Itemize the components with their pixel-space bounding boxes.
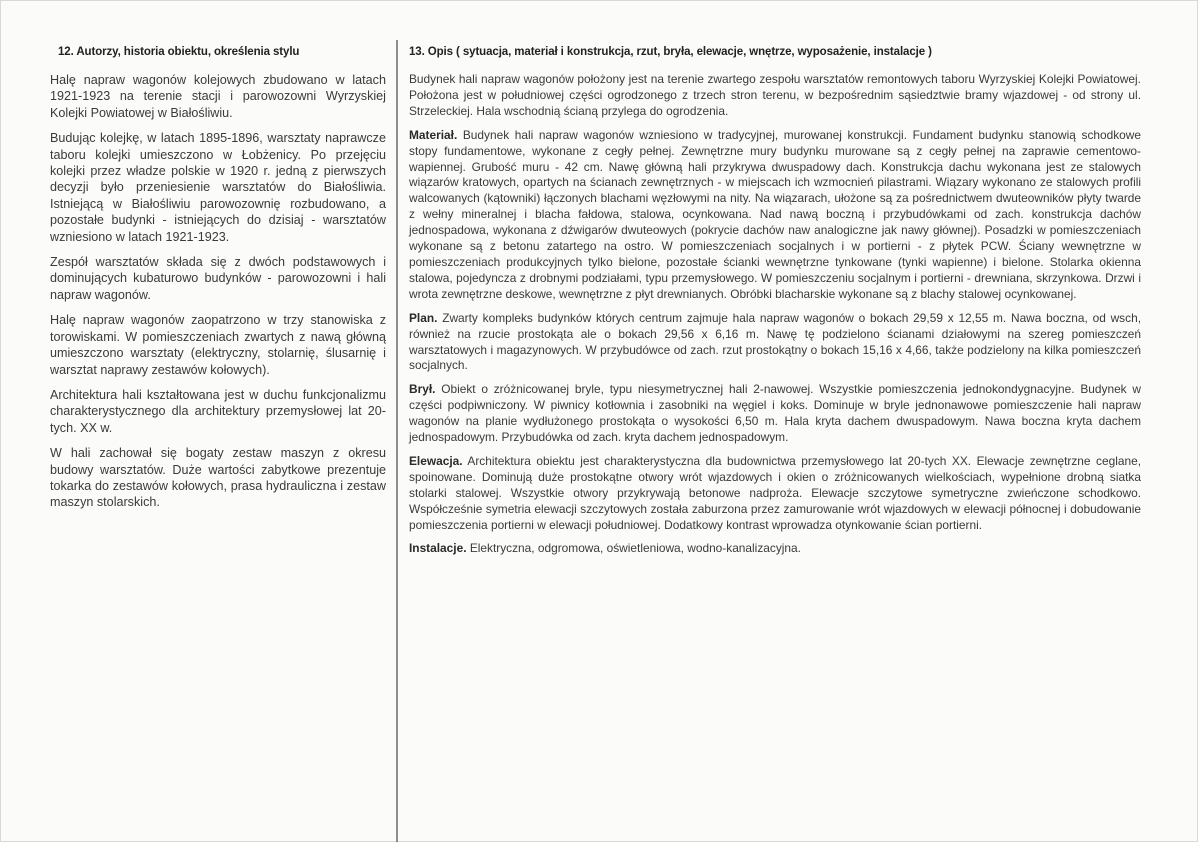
material-lead: Materiał. xyxy=(409,127,458,142)
installations-paragraph xyxy=(409,541,1141,557)
section-13-title: 13. Opis ( sytuacja, materiał i konstrukcja, rzut, bryła, elewacje, wnętrze, wyposażenie, instalacje ) xyxy=(409,46,932,58)
history-paragraph: Budując kolejkę, w latach 1895-1896, warsztaty naprawcze taboru kolejki umieszczono w Łobżenicy. Po przejęciu kolejki przez władze polskie w 1920 r. jedną z pierwszych decyzji było przeniesienie warsztatów do Białośliwia. Istniejącą w Białośliwiu parowozownię rozbudowano, a pozostałe budynki - istniejących do dzisiaj - warsztatów wzniesiono w latach 1921-1923. xyxy=(50,131,386,244)
history-paragraph: Halę napraw wagonów zaopatrzono w trzy stanowiska z torowiskami. W pomieszczeniach zwartych z nawą główną umieszczono warsztaty (elektryczny, stolarnię, ślusarnię i warsztat naprawy zestawów kołowych). xyxy=(50,313,386,377)
elevation-text: Architektura obiektu jest charakterystyczna dla budownictwa przemysłowego lat 20-tych XX. Elewacje zewnętrzne ceglane, spoinowane. Dominują duże prostokątne otwory wrót wjazdowych i okien o zróżnicowanych wielkościach, wypełnione drobną siatka stolarki stalowej. Wszystkie otwory przykrywają betonowe nadproża. Elewacje szczytowe symetryczne zwieńczone schodkowo. Współcześnie symetria elewacji szczytowych została zaburzona przez zamurowanie wrót wjazdowych w elewacji północnej i dobudowanie pomieszczenia portierni w elewacji południowej. Dodatkowy kontrast wprowadza otynkowanie ścian portierni. xyxy=(409,453,1141,532)
plan-lead: Plan. xyxy=(409,310,438,325)
situation-paragraph: Budynek hali napraw wagonów położony jest na terenie zwartego zespołu warsztatów remontowych taboru Wyrzyskiej Kolejki Powiatowej. Położona jest w południowej części ogrodzonego z trzech stron terenu, w bezpośrednim sąsiedztwie bramy wjazdowej - od strony ul. Strzeleckiej. Hala wschodnią ścianą przylega do ogrodzenia. xyxy=(409,72,1141,118)
history-paragraph: Architektura hali kształtowana jest w duchu funkcjonalizmu charakterystycznego dla architektury przemysłowej lat 20-tych. XX w. xyxy=(50,387,386,435)
massing-lead: Brył. xyxy=(409,382,436,397)
material-text: Budynek hali napraw wagonów wzniesiono w tradycyjnej, murowanej konstrukcji. Fundament budynku stanowią schodkowe stopy fundamentowe, wykonane z cegły pełnej. Zewnętrzne mury budynku murowane są z cegły pełnej na zaprawie cementowo-wapiennej. Grubość muru - 42 cm. Nawę główną hali przykrywa dwuspadowy dach. Konstrukcja dachu wykonana jest ze stalowych wiązarów kratowych, opartych na ścianach zewnętrznych - w miejscach ich wzmocnień pilastrami. Wiązary wykonano ze stalowych profili walcowanych (kątowniki) łączonych blachami węzłowymi na nity. Na wiązarach, ułożone są za pośrednictwem dwuteowników płyty twarde z wełny mineralnej i blacha fałdowa, stalowa, ocynkowana. Nad nawą boczną i przybudówkami od zach. konstrukcja dachów jednospadowa, wykonana z dźwigarów dwuteowych (pokrycie dachów naw analogiczne jak nawy głównej). Posadzki w pomieszczeniach wykonane są z betonu zatartego na ostro. W pomieszczeniach socjalnych i w portierni - z płytek PCW. Ściany wewnętrzne w pomieszczeniach produkcyjnych tylko bielone, pozostałe ścianki wewnętrzne tynkowane (tynki wapienne) i bielone. Stolarka okienna stalowa, pojedyncza z drobnymi podziałami, typu przemysłowego. W pomieszczeniu socjalnym i portierni - drewniana, skrzynkowa. Drzwi i wrota zewnętrzne deskowe, wewnętrzne z płyt drewnianych. Obróbki blacharskie wykonane są z blachy stalowej ocynkowanej. xyxy=(409,127,1141,301)
elevation-lead: Elewacja. xyxy=(409,453,463,468)
history-paragraph: Halę napraw wagonów kolejowych zbudowano w latach 1921-1923 na terenie stacji i parowozowni Wyrzyskiej Kolejki Powiatowej w Białośliwiu. xyxy=(50,73,386,120)
plan-paragraph xyxy=(409,311,1141,375)
installations-text: Elektryczna, odgromowa, oświetleniowa, wodno-kanalizacyjna. xyxy=(466,541,801,556)
elevation-paragraph xyxy=(409,454,1141,534)
history-paragraph: Zespół warsztatów składa się z dwóch podstawowych i dominujących kubaturowo budynków - parowozowni i hali napraw wagonów. xyxy=(50,255,386,302)
section-12-title: 12. Autorzy, historia obiektu, określenia stylu xyxy=(58,46,300,58)
column-divider xyxy=(396,40,398,842)
plan-text: Zwarty kompleks budynków których centrum zajmuje hala napraw wagonów o bokach 29,59 x 12,55 m. Nawa boczna, od wsch, również na rzucie prostokąta ale o bokach 29,56 x 6,16 m. Nawę tę podzielono ścianami działowymi na szereg pomieszczeń warsztatowych i magazynowych. W przybudówce od zach. rzut prostokątny o bokach 15,16 x 4,66, także podzielony na kilka pomieszczeń socjalnych. xyxy=(409,310,1141,373)
installations-lead: Instalacje. xyxy=(409,541,467,556)
history-column xyxy=(50,46,386,520)
material-paragraph xyxy=(409,128,1141,303)
history-paragraph: W hali zachował się bogaty zestaw maszyn z okresu budowy warsztatów. Duże wartości zabytkowe prezentuje tokarka do zestawów kołowych, prasa hydrauliczna i zestaw maszyn stolarskich. xyxy=(50,446,386,510)
massing-text: Obiekt o zróżnicowanej bryle, typu niesymetrycznej hali 2-nawowej. Wszystkie pomieszczenia jednokondygnacyjne. Budynek w części podpiwniczony. W piwnicy kotłownia i zasobniki na węgiel i koks. Dominuje w bryle jednonawowe pomieszczenie hali napraw wagonów na planie wydłużonego prostokąta o wysokości 6,50 m. Hala kryta dachem dwuspadowym. Nawa boczna kryta dachem jednospadowym. Przybudówka od zach. kryta dachem jednospadowym. xyxy=(409,382,1141,445)
description-column xyxy=(409,46,1141,565)
massing-paragraph xyxy=(409,382,1141,446)
